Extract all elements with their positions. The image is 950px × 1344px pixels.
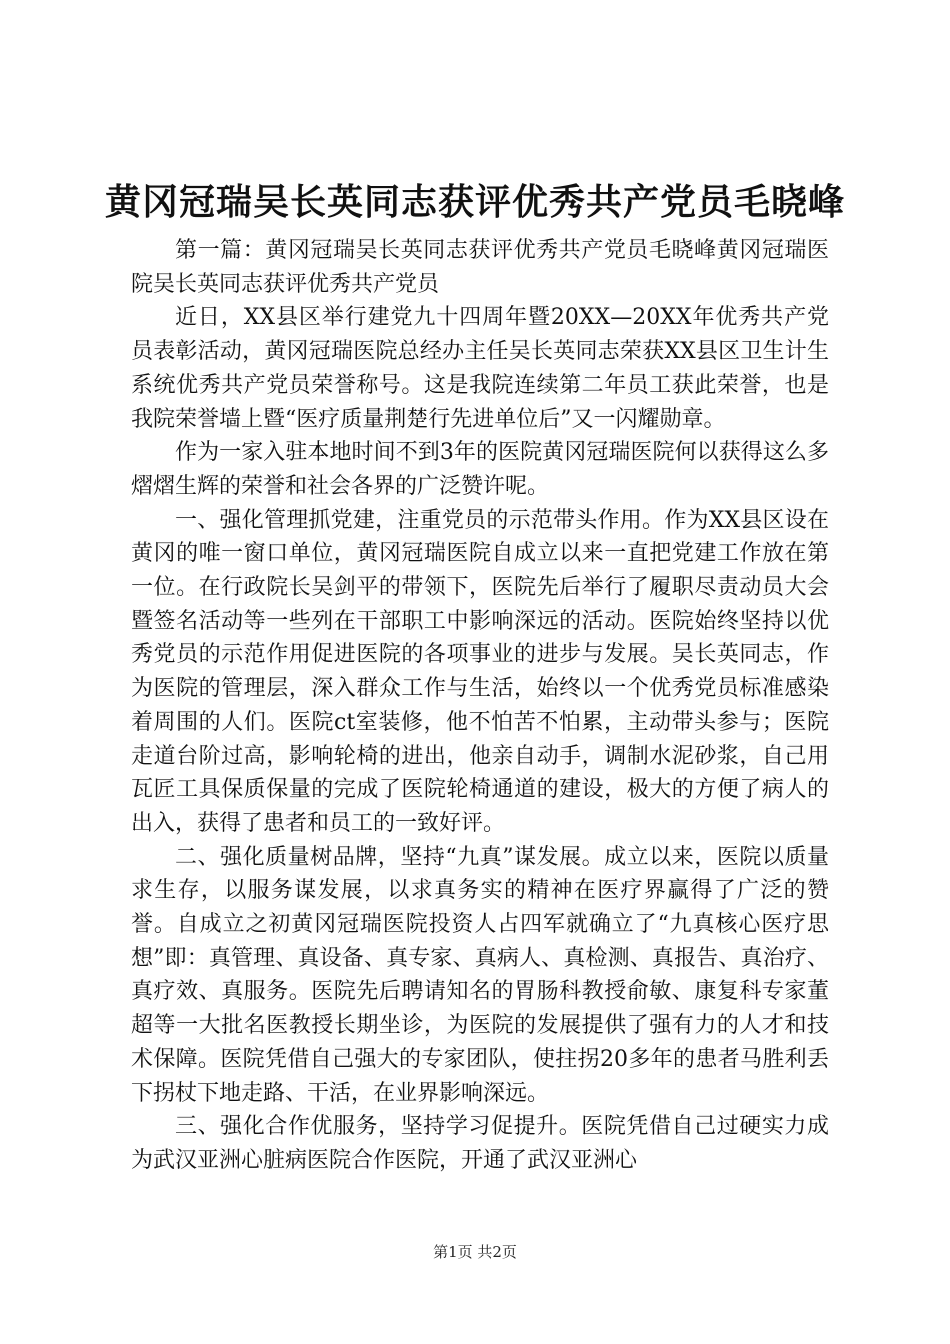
- paragraph: 一、强化管理抓党建，注重党员的示范带头作用。作为XX县区设在黄冈的唯一窗口单位，黄冈冠瑞医院自成立以来一直把党建工作放在第一位。在行政院长吴剑平的带领下，医院先后举行了履职尽责动员大会暨签名活动等一些列在干部职工中影响深远的活动。医院始终坚持以优秀党员的示范作用促进医院的各项事业的进步与发展。吴长英同志，作为医院的管理层，深入群众工作与生活，始终以一个优秀党员标准感染着周围的人们。医院ct室装修，他不怕苦不怕累，主动带头参与；医院走道台阶过高，影响轮椅的进出，他亲自动手，调制水泥砂浆，自己用瓦匠工具保质保量的完成了医院轮椅通道的建设，极大的方便了病人的出入，获得了患者和员工的一致好评。: [131, 507, 829, 836]
- page-number-footer: 第1页 共2页: [433, 1243, 517, 1261]
- paragraph-subtitle: 第一篇：黄冈冠瑞吴长英同志获评优秀共产党员毛晓峰黄冈冠瑞医院吴长英同志获评优秀共产党员: [131, 238, 829, 297]
- paragraph: 二、强化质量树品牌，坚持“九真”谋发展。成立以来，医院以质量求生存，以服务谋发展，以求真务实的精神在医疗界赢得了广泛的赞誉。自成立之初黄冈冠瑞医院投资人占四军就确立了“九真核心医疗思想”即：真管理、真设备、真专家、真病人、真检测、真报告、真治疗、真疗效、真服务。医院先后聘请知名的胃肠科教授俞敏、康复科专家董超等一大批名医教授长期坐诊，为医院的发展提供了强有力的人才和技术保障。医院凭借自己强大的专家团队，使拄拐20多年的患者马胜利丢下拐杖下地走路、干活，在业界影响深远。: [131, 844, 829, 1106]
- document-body: [131, 234, 829, 1178]
- paragraph: 近日，XX县区举行建党九十四周年暨20XX—20XX年优秀共产党员表彰活动，黄冈冠瑞医院总经办主任吴长英同志荣获XX县区卫生计生系统优秀共产党员荣誉称号。这是我院连续第二年员工获此荣誉，也是我院荣誉墙上暨“医疗质量荆楚行先进单位后”又一闪耀勋章。: [131, 305, 829, 432]
- paragraph: 作为一家入驻本地时间不到3年的医院黄冈冠瑞医院何以获得这么多熠熠生辉的荣誉和社会各界的广泛赞许呢。: [131, 440, 829, 499]
- paragraph: 三、强化合作优服务，坚持学习促提升。医院凭借自己过硬实力成为武汉亚洲心脏病医院合作医院，开通了武汉亚洲心: [131, 1114, 829, 1173]
- document-title: 黄冈冠瑞吴长英同志获评优秀共产党员毛晓峰: [104, 181, 845, 223]
